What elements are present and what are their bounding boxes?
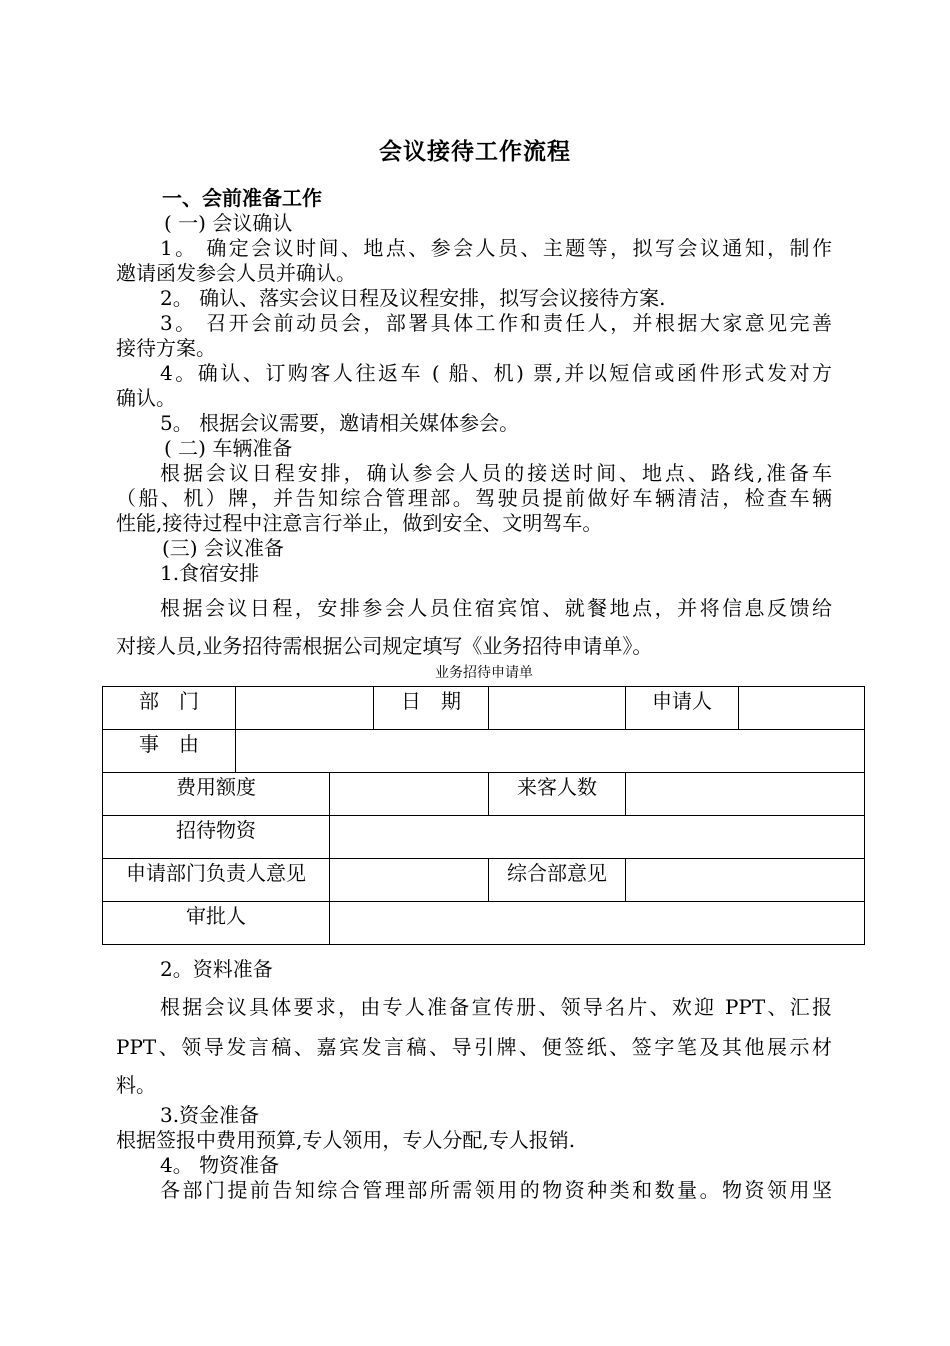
paragraph-10-line-1: 各部门提前告知综合管理部所需领用的物资种类和数量。物资领用坚: [160, 1178, 832, 1202]
reason-field[interactable]: [236, 730, 865, 773]
date-field[interactable]: [489, 687, 626, 730]
paragraph-6-line-2: （船、机）牌，并告知综合管理部。驾驶员提前做好车辆清洁，检查车辆: [116, 486, 832, 510]
section-heading-1: 一、会前准备工作: [162, 186, 322, 210]
paragraph-6-line-1: 根据会议日程安排，确认参会人员的接送时间、地点、路线,准备车: [160, 461, 832, 485]
sub-heading-vehicles: ( 二) 车辆准备: [164, 436, 293, 460]
visitors-field[interactable]: [626, 773, 865, 816]
reception-application-form: [102, 686, 865, 945]
visitors-label: 来客人数: [489, 773, 626, 816]
dept-label: 部 门: [103, 687, 236, 730]
paragraph-7-line-2: 对接人员,业务招待需根据公司规定填写《业务招待申请单》。: [116, 634, 653, 658]
paragraph-1-line-2: 邀请函发参会人员并确认。: [116, 261, 356, 285]
budget-field[interactable]: [330, 773, 489, 816]
item-heading-lodging: 1.食宿安排: [160, 561, 260, 585]
paragraph-1-line-1: 1。 确定会议时间、地点、参会人员、主题等，拟写会议通知，制作: [160, 236, 832, 260]
paragraph-3-line-2: 接待方案。: [116, 336, 216, 360]
paragraph-8-line-2: PPT、领导发言稿、嘉宾发言稿、导引牌、便签纸、签字笔及其他展示材: [116, 1035, 832, 1059]
dept-head-opinion-field[interactable]: [330, 859, 489, 902]
table-caption: 业务招待申请单: [435, 665, 533, 681]
paragraph-9: 根据签报中费用预算,专人领用，专人分配,专人报销.: [116, 1128, 576, 1152]
reason-label: 事 由: [103, 730, 236, 773]
dept-head-opinion-label: 申请部门负责人意见: [103, 859, 330, 902]
paragraph-5: 5。 根据会议需要，邀请相关媒体参会。: [160, 411, 520, 435]
supplies-label: 招待物资: [103, 816, 330, 859]
approver-field[interactable]: [330, 902, 865, 945]
item-heading-funds: 3.资金准备: [160, 1103, 260, 1127]
item-heading-materials: 2。资料准备: [160, 957, 273, 981]
dept-field[interactable]: [236, 687, 374, 730]
applicant-label: 申请人: [626, 687, 739, 730]
approver-label: 审批人: [103, 902, 330, 945]
paragraph-6-line-3: 性能,接待过程中注意言行举止，做到安全、文明驾车。: [116, 511, 603, 535]
sub-heading-meeting-prep: (三) 会议准备: [162, 536, 284, 560]
document-title: 会议接待工作流程: [379, 138, 571, 165]
paragraph-4-line-2: 确认。: [116, 386, 176, 410]
paragraph-3-line-1: 3。 召开会前动员会，部署具体工作和责任人，并根据大家意见完善: [160, 311, 832, 335]
date-label: 日 期: [374, 687, 489, 730]
sub-heading-meeting-confirm: ( 一) 会议确认: [164, 211, 293, 235]
paragraph-2: 2。 确认、落实会议日程及议程安排，拟写会议接待方案.: [160, 286, 666, 310]
supplies-field[interactable]: [330, 816, 865, 859]
general-dept-opinion-field[interactable]: [626, 859, 865, 902]
paragraph-4-line-1: 4。确认、订购客人往返车 ( 船、机) 票,并以短信或函件形式发对方: [160, 361, 832, 385]
applicant-field[interactable]: [739, 687, 865, 730]
budget-label: 费用额度: [103, 773, 330, 816]
paragraph-8-line-3: 料。: [116, 1073, 156, 1097]
paragraph-8-line-1: 根据会议具体要求，由专人准备宣传册、领导名片、欢迎 PPT、汇报: [160, 995, 832, 1019]
general-dept-opinion-label: 综合部意见: [489, 859, 626, 902]
item-heading-supplies: 4。 物资准备: [160, 1153, 280, 1177]
paragraph-7-line-1: 根据会议日程，安排参会人员住宿宾馆、就餐地点，并将信息反馈给: [160, 596, 832, 620]
